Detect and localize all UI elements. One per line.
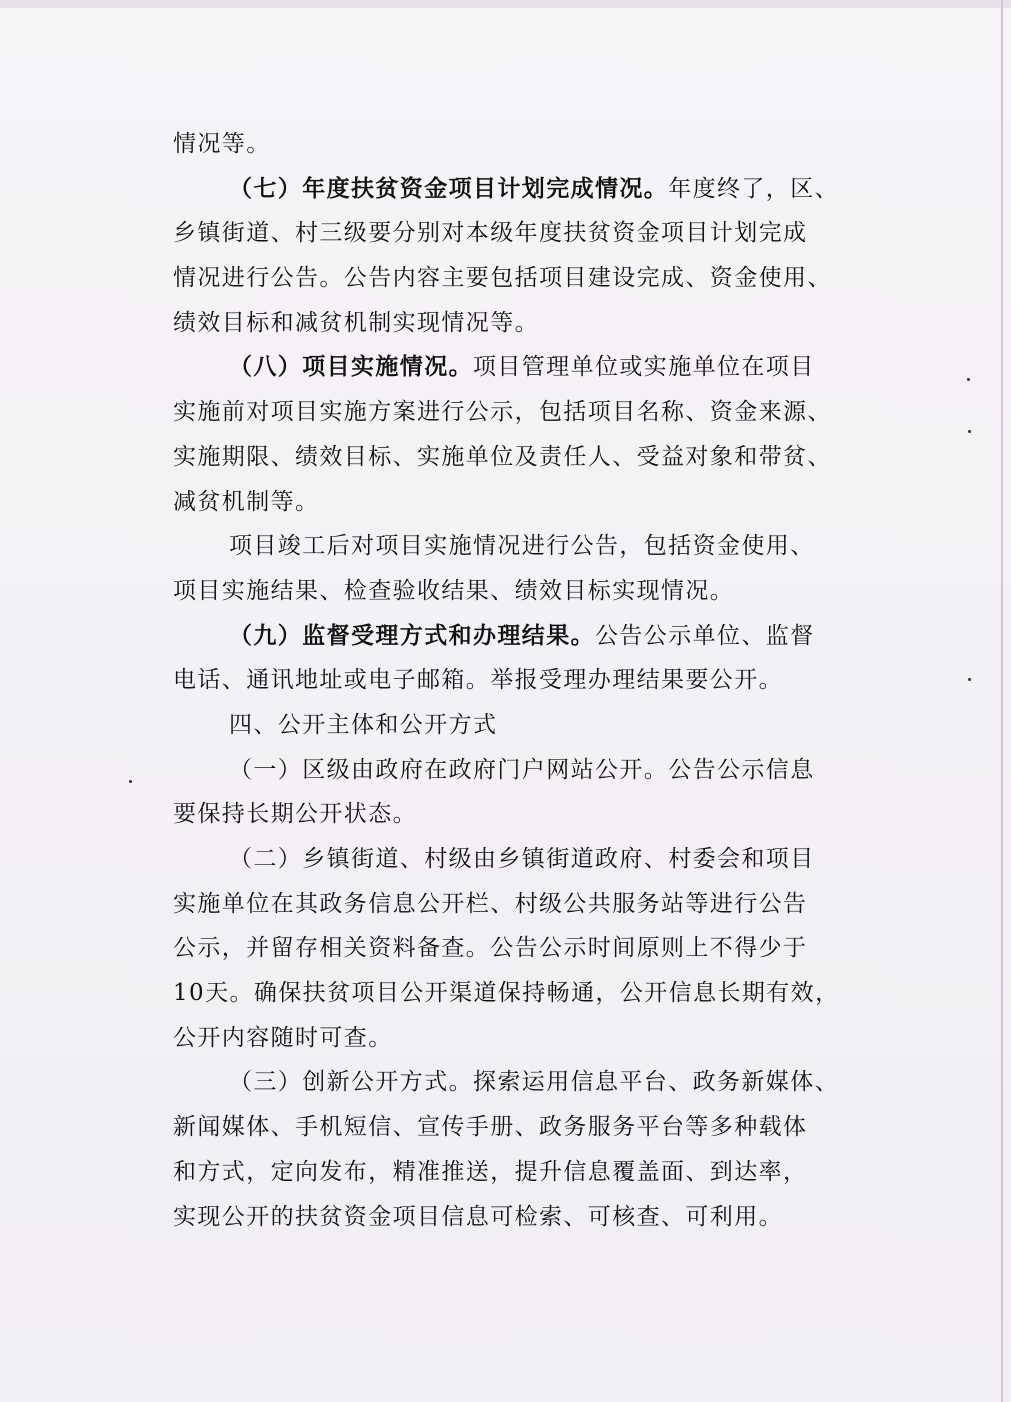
paragraph-line: 公开内容随时可查。: [173, 1024, 393, 1051]
paragraph-line: （一）区级由政府在政府门户网站公开。公告公示信息: [229, 756, 815, 783]
scan-speck: [968, 678, 971, 681]
section-heading-nine: （九）监督受理方式和办理结果。: [229, 621, 595, 649]
heading-line: [173, 345, 863, 390]
paragraph-line: 实现公开的扶贫资金项目信息可检索、可核查、可利用。: [173, 1203, 783, 1230]
paragraph-line: 情况等。: [173, 131, 271, 157]
document-body: [173, 122, 863, 1239]
section-title-four: 四、公开主体和公开方式: [229, 711, 498, 738]
paragraph-text: 项目管理单位或实施单位在项目: [473, 354, 815, 381]
paragraph-line: 绩效目标和减贫机制实现情况等。: [173, 309, 539, 336]
paragraph-line: 10天。确保扶贫项目公开渠道保持畅通，公开信息长期有效，: [173, 980, 840, 1007]
paragraph-line: （三）创新公开方式。探索运用信息平台、政务新媒体、: [229, 1069, 839, 1096]
scan-speck: [967, 378, 970, 381]
paragraph-line: 实施期限、绩效目标、实施单位及责任人、受益对象和带贫、: [173, 443, 832, 470]
paragraph-text: 年度终了，区、: [668, 175, 840, 202]
page-edge: [1001, 0, 1003, 1402]
paragraph-line: 项目实施结果、检查验收结果、绩效目标实现情况。: [173, 577, 735, 604]
scan-speck: [129, 780, 132, 783]
paragraph-line: （二）乡镇街道、村级由乡镇街道政府、村委会和项目: [229, 846, 815, 872]
paragraph-line: 项目竣工后对项目实施情况进行公告，包括资金使用、: [229, 533, 815, 560]
paragraph-line: 减贫机制等。: [173, 488, 320, 515]
paragraph-line: 实施前对项目实施方案进行公示，包括项目名称、资金来源、: [173, 399, 832, 426]
paragraph-line: 新闻媒体、手机短信、宣传手册、政务服务平台等多种载体: [173, 1114, 808, 1141]
paragraph-line: 和方式，定向发布，精准推送，提升信息覆盖面、到达率，: [173, 1158, 808, 1185]
heading-line: [173, 614, 863, 659]
paragraph-line: 情况进行公告。公告内容主要包括项目建设完成、资金使用、: [173, 265, 832, 292]
paragraph-line: 电话、通讯地址或电子邮箱。举报受理办理结果要公开。: [173, 667, 783, 694]
paragraph-text: 公告公示单位、监督: [595, 622, 815, 649]
paragraph-line: 公示，并留存相关资料备查。公告公示时间原则上不得少于: [173, 935, 808, 962]
paragraph-line: 实施单位在其政务信息公开栏、村级公共服务站等进行公告: [173, 890, 808, 917]
paragraph-line: 要保持长期公开状态。: [173, 801, 417, 828]
section-heading-seven: （七）年度扶贫资金项目计划完成情况。: [229, 174, 669, 202]
scan-speck: [968, 430, 971, 433]
heading-line: [173, 167, 863, 212]
section-heading-eight: （八）项目实施情况。: [229, 353, 473, 381]
paragraph-line: 乡镇街道、村三级要分别对本级年度扶贫资金项目计划完成: [173, 220, 808, 247]
